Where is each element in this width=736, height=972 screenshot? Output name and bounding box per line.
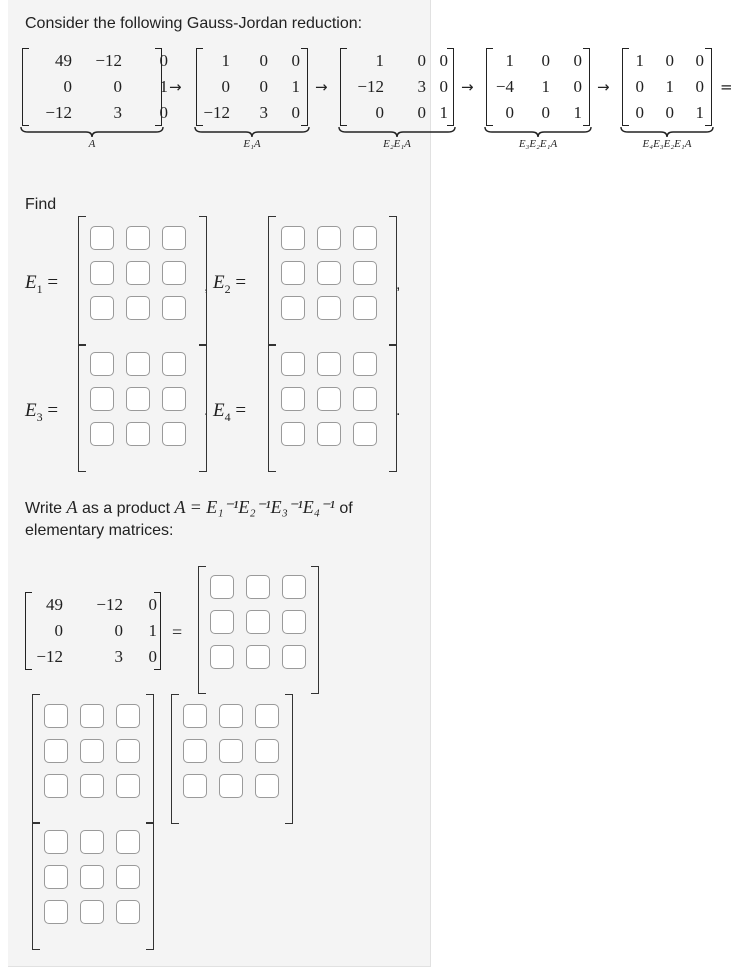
e2-matrix-entry-input[interactable]: [281, 296, 305, 320]
e1-matrix-entry-input[interactable]: [90, 261, 114, 285]
inverse-factor-2-entry-input[interactable]: [219, 739, 243, 763]
reduction-matrix-1-cell: −12: [95, 51, 122, 70]
underbrace: [338, 126, 456, 138]
inverse-factor-2-entry-input[interactable]: [219, 704, 243, 728]
e4-matrix-entry-input[interactable]: [281, 387, 305, 411]
comma-after-e1: ,: [204, 278, 209, 295]
e1-matrix-entry-input[interactable]: [162, 261, 186, 285]
reduction-matrix-2-cell: 0: [259, 51, 268, 70]
reduction-matrix-4: [486, 48, 590, 126]
reduction-matrix-1-cell: 1: [159, 77, 168, 96]
e1-matrix-entry-input[interactable]: [162, 226, 186, 250]
reduction-matrix-2-cell: 0: [259, 77, 268, 96]
reduction-matrix-3-right-bracket: [447, 48, 454, 126]
e4-matrix-right-bracket: [389, 344, 397, 472]
e4-matrix-entry-input[interactable]: [353, 387, 377, 411]
product-result-left-bracket: [198, 566, 206, 694]
inverse-factor-2-entry-input[interactable]: [183, 739, 207, 763]
inverse-factor-3-entry-input[interactable]: [116, 865, 140, 889]
reduction-matrix-1-cell: 0: [159, 103, 168, 122]
e1-matrix-left-bracket: [78, 216, 86, 346]
product-given-matrix-cell: 0: [148, 647, 157, 666]
product-result-matrix-entry-input[interactable]: [282, 645, 306, 669]
reduction-matrix-5: [622, 48, 712, 126]
reduction-matrix-2-left-bracket: [196, 48, 203, 126]
e1-matrix-entry-input[interactable]: [126, 226, 150, 250]
product-result-matrix-entry-input[interactable]: [246, 610, 270, 634]
inverse-factor-1-entry-input[interactable]: [80, 739, 104, 763]
underbrace: [484, 126, 592, 138]
reduction-matrix-1-left-bracket: [22, 48, 29, 126]
product-given-matrix-cell: 0: [148, 595, 157, 614]
reduction-matrix-4-right-bracket: [583, 48, 590, 126]
e4-matrix-left-bracket: [268, 344, 276, 472]
product-given-matrix-cell: 0: [54, 621, 63, 640]
e4-matrix-entry-input[interactable]: [281, 352, 305, 376]
reduction-matrix-3-cell: 0: [439, 51, 448, 70]
reduction-matrix-2-cell: 0: [221, 77, 230, 96]
e2-matrix-entry-input[interactable]: [317, 296, 341, 320]
product-prompt-line1: Write A as a product A = E₁⁻¹E₂⁻¹E₃⁻¹E₄⁻¹ of: [25, 497, 353, 517]
product-equals: =: [172, 622, 183, 642]
e2-matrix-entry-input[interactable]: [281, 261, 305, 285]
product-result-matrix-entry-input[interactable]: [282, 575, 306, 599]
e3-matrix-entry-input[interactable]: [90, 422, 114, 446]
reduction-matrix-2-cell: 0: [291, 51, 300, 70]
product-result-matrix-entry-input[interactable]: [246, 645, 270, 669]
e1-matrix-entry-input[interactable]: [162, 296, 186, 320]
reduction-matrix-5-cell: 0: [635, 77, 644, 96]
reduction-arrow: →: [169, 78, 182, 96]
reduction-matrix-4-cell: 1: [541, 77, 550, 96]
product-given-matrix-cell: −12: [96, 595, 123, 614]
product-given-matrix: [25, 592, 161, 670]
inverse-factor-2-entry-input[interactable]: [183, 774, 207, 798]
reduction-matrix-3-left-bracket: [340, 48, 347, 126]
inverse-factor-1-entry-input[interactable]: [44, 774, 68, 798]
inverse-factor-1-entry-input[interactable]: [80, 774, 104, 798]
reduction-label: E₄E₃E₂E₁A: [642, 138, 692, 150]
e3-matrix-entry-input[interactable]: [162, 352, 186, 376]
inverse-factor-1-entry-input[interactable]: [116, 704, 140, 728]
e2-matrix-entry-input[interactable]: [353, 261, 377, 285]
reduction-matrix-4-cell: 0: [573, 77, 582, 96]
e4-matrix-entry-input[interactable]: [317, 422, 341, 446]
e3-matrix-entry-input[interactable]: [126, 352, 150, 376]
intro-text: Consider the following Gauss-Jordan reduction:: [25, 15, 363, 32]
inverse-factor-2-entry-input[interactable]: [219, 774, 243, 798]
e1-label: $E_1$ =: [25, 272, 59, 296]
reduction-matrix-5-right-bracket: [705, 48, 712, 126]
e3-matrix-left-bracket: [78, 344, 86, 472]
reduction-label: E₁A: [243, 138, 261, 150]
e3-matrix-entry-input[interactable]: [126, 387, 150, 411]
find-label: Find: [25, 196, 57, 213]
e2-matrix-entry-input[interactable]: [353, 296, 377, 320]
reduction-matrix-2-cell: −12: [203, 103, 230, 122]
e1-matrix-entry-input[interactable]: [126, 261, 150, 285]
reduction-arrow: →: [461, 78, 474, 96]
inverse-factor-3-left-bracket: [32, 822, 40, 950]
e4-matrix-entry-input[interactable]: [317, 352, 341, 376]
reduction-matrix-5-cell: 1: [635, 51, 644, 70]
inverse-factor-3-entry-input[interactable]: [44, 865, 68, 889]
reduction-matrix-1: [22, 48, 168, 126]
e2-matrix-left-bracket: [268, 216, 276, 346]
reduction-matrix-5-cell: 0: [695, 77, 704, 96]
reduction-matrix-3-cell: 3: [417, 77, 426, 96]
e3-matrix-entry-input[interactable]: [126, 422, 150, 446]
inverse-factor-1-entry-input[interactable]: [44, 739, 68, 763]
product-result-matrix-entry-input[interactable]: [210, 575, 234, 599]
inverse-factor-3-entry-input[interactable]: [44, 900, 68, 924]
reduction-arrow: →: [315, 78, 328, 96]
product-given-matrix-cell: −12: [36, 647, 63, 666]
e2-matrix-entry-input[interactable]: [317, 226, 341, 250]
product-given-matrix-cell: 1: [148, 621, 157, 640]
reduction-matrix-3-cell: 1: [375, 51, 384, 70]
product-result-matrix-entry-input[interactable]: [210, 610, 234, 634]
reduction-matrix-3-cell: 0: [375, 103, 384, 122]
reduction-matrix-5-cell: 0: [665, 103, 674, 122]
e2-matrix-right-bracket: [389, 216, 397, 346]
reduction-matrix-3-cell: 0: [417, 103, 426, 122]
reduction-matrix-2: [196, 48, 308, 126]
e2-matrix-entry-input[interactable]: [353, 226, 377, 250]
reduction-matrix-3-cell: 1: [439, 103, 448, 122]
inverse-factor-3-entry-input[interactable]: [116, 900, 140, 924]
product-given-matrix-cell: 0: [114, 621, 123, 640]
underbrace: [194, 126, 310, 138]
reduction-matrix-2-cell: 1: [291, 77, 300, 96]
reduction-matrix-2-cell: 1: [221, 51, 230, 70]
reduction-matrix-3-cell: 0: [439, 77, 448, 96]
reduction-matrix-1-cell: 0: [113, 77, 122, 96]
inverse-factor-1-entry-input[interactable]: [80, 704, 104, 728]
e2-matrix-entry-input[interactable]: [317, 261, 341, 285]
reduction-matrix-5-cell: 0: [635, 103, 644, 122]
e4-matrix-entry-input[interactable]: [281, 422, 305, 446]
reduction-matrix-3-cell: −12: [357, 77, 384, 96]
underbrace: [620, 126, 714, 138]
inverse-factor-3-right-bracket: [146, 822, 154, 950]
reduction-matrix-5-cell: 1: [695, 103, 704, 122]
reduction-matrix-4-cell: 0: [541, 103, 550, 122]
reduction-label: A: [88, 138, 96, 150]
reduction-matrix-2-cell: 3: [259, 103, 268, 122]
e1-matrix-entry-input[interactable]: [90, 226, 114, 250]
inverse-factor-3-entry-input[interactable]: [80, 830, 104, 854]
inverse-factor-3-entry-input[interactable]: [80, 865, 104, 889]
e1-matrix-right-bracket: [199, 216, 207, 346]
product-given-matrix-cell: 49: [46, 595, 63, 614]
period-after-e4: .: [396, 402, 401, 419]
e3-matrix-entry-input[interactable]: [90, 387, 114, 411]
inverse-factor-1-entry-input[interactable]: [116, 739, 140, 763]
reduction-matrix-4-cell: 0: [505, 103, 514, 122]
reduction-arrow: →: [597, 78, 610, 96]
e3-matrix-entry-input[interactable]: [90, 352, 114, 376]
inverse-factor-2-entry-input[interactable]: [183, 704, 207, 728]
inverse-factor-1-entry-input[interactable]: [44, 704, 68, 728]
product-given-matrix-left-bracket: [25, 592, 32, 670]
inverse-factor-3-entry-input[interactable]: [44, 830, 68, 854]
inverse-factor-2-right-bracket: [285, 694, 293, 824]
product-result-right-bracket: [311, 566, 319, 694]
inverse-factor-2-entry-input[interactable]: [255, 739, 279, 763]
inverse-factor-1-right-bracket: [146, 694, 154, 824]
reduction-label: E₃E₂E₁A: [518, 138, 558, 150]
e1-matrix-entry-input[interactable]: [126, 296, 150, 320]
reduction-matrix-1-cell: 0: [63, 77, 72, 96]
product-prompt-line2: elementary matrices:: [25, 522, 174, 539]
reduction-matrix-4-cell: 1: [505, 51, 514, 70]
reduction-matrix-4-cell: 1: [573, 103, 582, 122]
reduction-matrix-1-cell: −12: [45, 103, 72, 122]
product-result-matrix-entry-input[interactable]: [246, 575, 270, 599]
reduction-matrix-1-cell: 0: [159, 51, 168, 70]
inverse-factor-1-left-bracket: [32, 694, 40, 824]
e4-matrix-entry-input[interactable]: [353, 422, 377, 446]
reduction-matrix-1-cell: 3: [113, 103, 122, 122]
reduction-matrix-4-cell: 0: [573, 51, 582, 70]
e1-matrix-entry-input[interactable]: [90, 296, 114, 320]
product-result-matrix-entry-input[interactable]: [210, 645, 234, 669]
reduction-matrix-1-cell: 49: [55, 51, 72, 70]
product-given-matrix-cell: 3: [114, 647, 123, 666]
e2-matrix-entry-input[interactable]: [281, 226, 305, 250]
e2-label: $E_2$ =: [213, 272, 247, 296]
reduction-matrix-4-cell: 0: [541, 51, 550, 70]
e3-matrix-entry-input[interactable]: [162, 422, 186, 446]
reduction-matrix-3-cell: 0: [417, 51, 426, 70]
e4-matrix-entry-input[interactable]: [353, 352, 377, 376]
reduction-matrix-4-cell: −4: [495, 77, 514, 96]
e4-matrix-entry-input[interactable]: [317, 387, 341, 411]
inverse-factor-3-entry-input[interactable]: [80, 900, 104, 924]
e3-matrix-entry-input[interactable]: [162, 387, 186, 411]
inverse-factor-2-left-bracket: [171, 694, 179, 824]
reduction-matrix-5-cell: 0: [695, 51, 704, 70]
comma-after-e2: ,: [396, 276, 401, 293]
reduction-equals: =: [720, 78, 733, 96]
reduction-matrix-5-cell: 1: [665, 77, 674, 96]
period-after-e3: .: [204, 402, 209, 419]
reduction-matrix-2-right-bracket: [301, 48, 308, 126]
inverse-factor-3-entry-input[interactable]: [116, 830, 140, 854]
reduction-matrix-2-cell: 0: [291, 103, 300, 122]
reduction-matrix-5-left-bracket: [622, 48, 629, 126]
e4-label: $E_4$ =: [213, 400, 247, 424]
underbrace: [20, 126, 164, 138]
e3-matrix-right-bracket: [199, 344, 207, 472]
inverse-factor-1-entry-input[interactable]: [116, 774, 140, 798]
reduction-matrix-5-cell: 0: [665, 51, 674, 70]
reduction-label: E₂E₁A: [383, 138, 411, 150]
e3-label: $E_3$ =: [25, 400, 59, 424]
product-formula: A = E₁⁻¹E₂⁻¹E₃⁻¹E₄⁻¹: [174, 497, 335, 517]
inverse-factor-2-entry-input[interactable]: [255, 704, 279, 728]
reduction-matrix-4-left-bracket: [486, 48, 493, 126]
inverse-factor-2-entry-input[interactable]: [255, 774, 279, 798]
product-result-matrix-entry-input[interactable]: [282, 610, 306, 634]
reduction-matrix-3: [340, 48, 454, 126]
